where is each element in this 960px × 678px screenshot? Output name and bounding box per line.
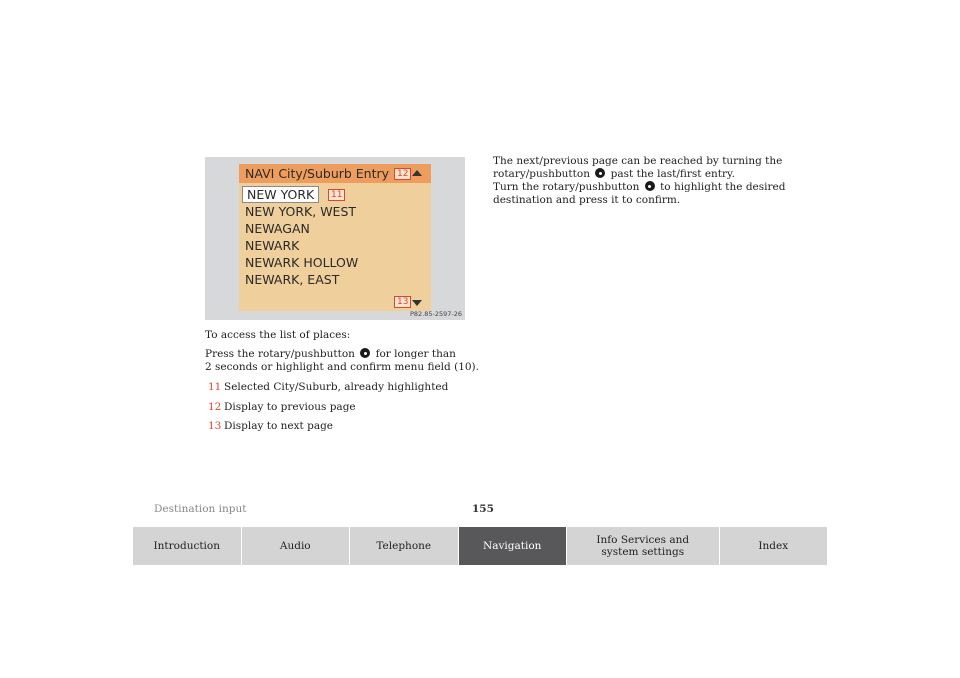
tab-introduction[interactable]: Introduction [133, 527, 241, 565]
navi-screen [239, 164, 431, 311]
callout-11: 11 [328, 189, 345, 201]
tab-telephone[interactable]: Telephone [349, 527, 458, 565]
place-item: NEW YORK, WEST [245, 204, 357, 219]
page-nav-line: The next/previous page can be reached by turning the [493, 155, 783, 167]
callout-13: 13 [394, 296, 411, 308]
navigation-display-figure [205, 157, 465, 320]
figure-reference: P82.85-2597-26 [409, 310, 462, 318]
screen-title: NAVI City/Suburb Entry [245, 166, 390, 181]
chapter-tabs [133, 527, 827, 565]
instruction-line: 2 seconds or highlight and confirm menu field (10). [205, 361, 479, 373]
place-item: NEWARK, EAST [245, 272, 340, 287]
rotary-pushbutton-icon [360, 348, 370, 358]
page-number: 155 [472, 503, 494, 515]
rotary-pushbutton-icon [645, 181, 655, 191]
rotary-pushbutton-icon [595, 168, 605, 178]
tab-audio[interactable]: Audio [241, 527, 350, 565]
place-item-selected: NEW YORK [242, 186, 319, 203]
place-item: NEWARK [245, 238, 300, 253]
tab-navigation[interactable]: Navigation [458, 527, 567, 565]
place-item: NEWAGAN [245, 221, 310, 236]
screen-title-bar [239, 164, 431, 183]
highlight-line: Turn the rotary/pushbutton to highlight the desired [493, 181, 786, 193]
callout-12: 12 [394, 168, 411, 180]
instruction-line: Press the rotary/pushbutton for longer than [205, 348, 456, 360]
legend-item: 13 Display to next page [208, 420, 334, 432]
legend-item: 11 Selected City/Suburb, already highlighted [208, 381, 449, 393]
legend-item: 12 Display to previous page [208, 401, 356, 413]
place-item: NEWARK HOLLOW [245, 255, 359, 270]
scroll-down-arrow-icon [412, 300, 422, 306]
tab-index[interactable]: Index [719, 527, 828, 565]
scroll-up-arrow-icon [412, 170, 422, 176]
section-title: Destination input [154, 503, 247, 515]
tab-info-services[interactable]: Info Services and system settings [566, 527, 719, 565]
intro-line: To access the list of places: [205, 329, 351, 341]
confirm-line: destination and press it to confirm. [493, 194, 681, 206]
page-nav-line: rotary/pushbutton past the last/first entry. [493, 168, 735, 180]
